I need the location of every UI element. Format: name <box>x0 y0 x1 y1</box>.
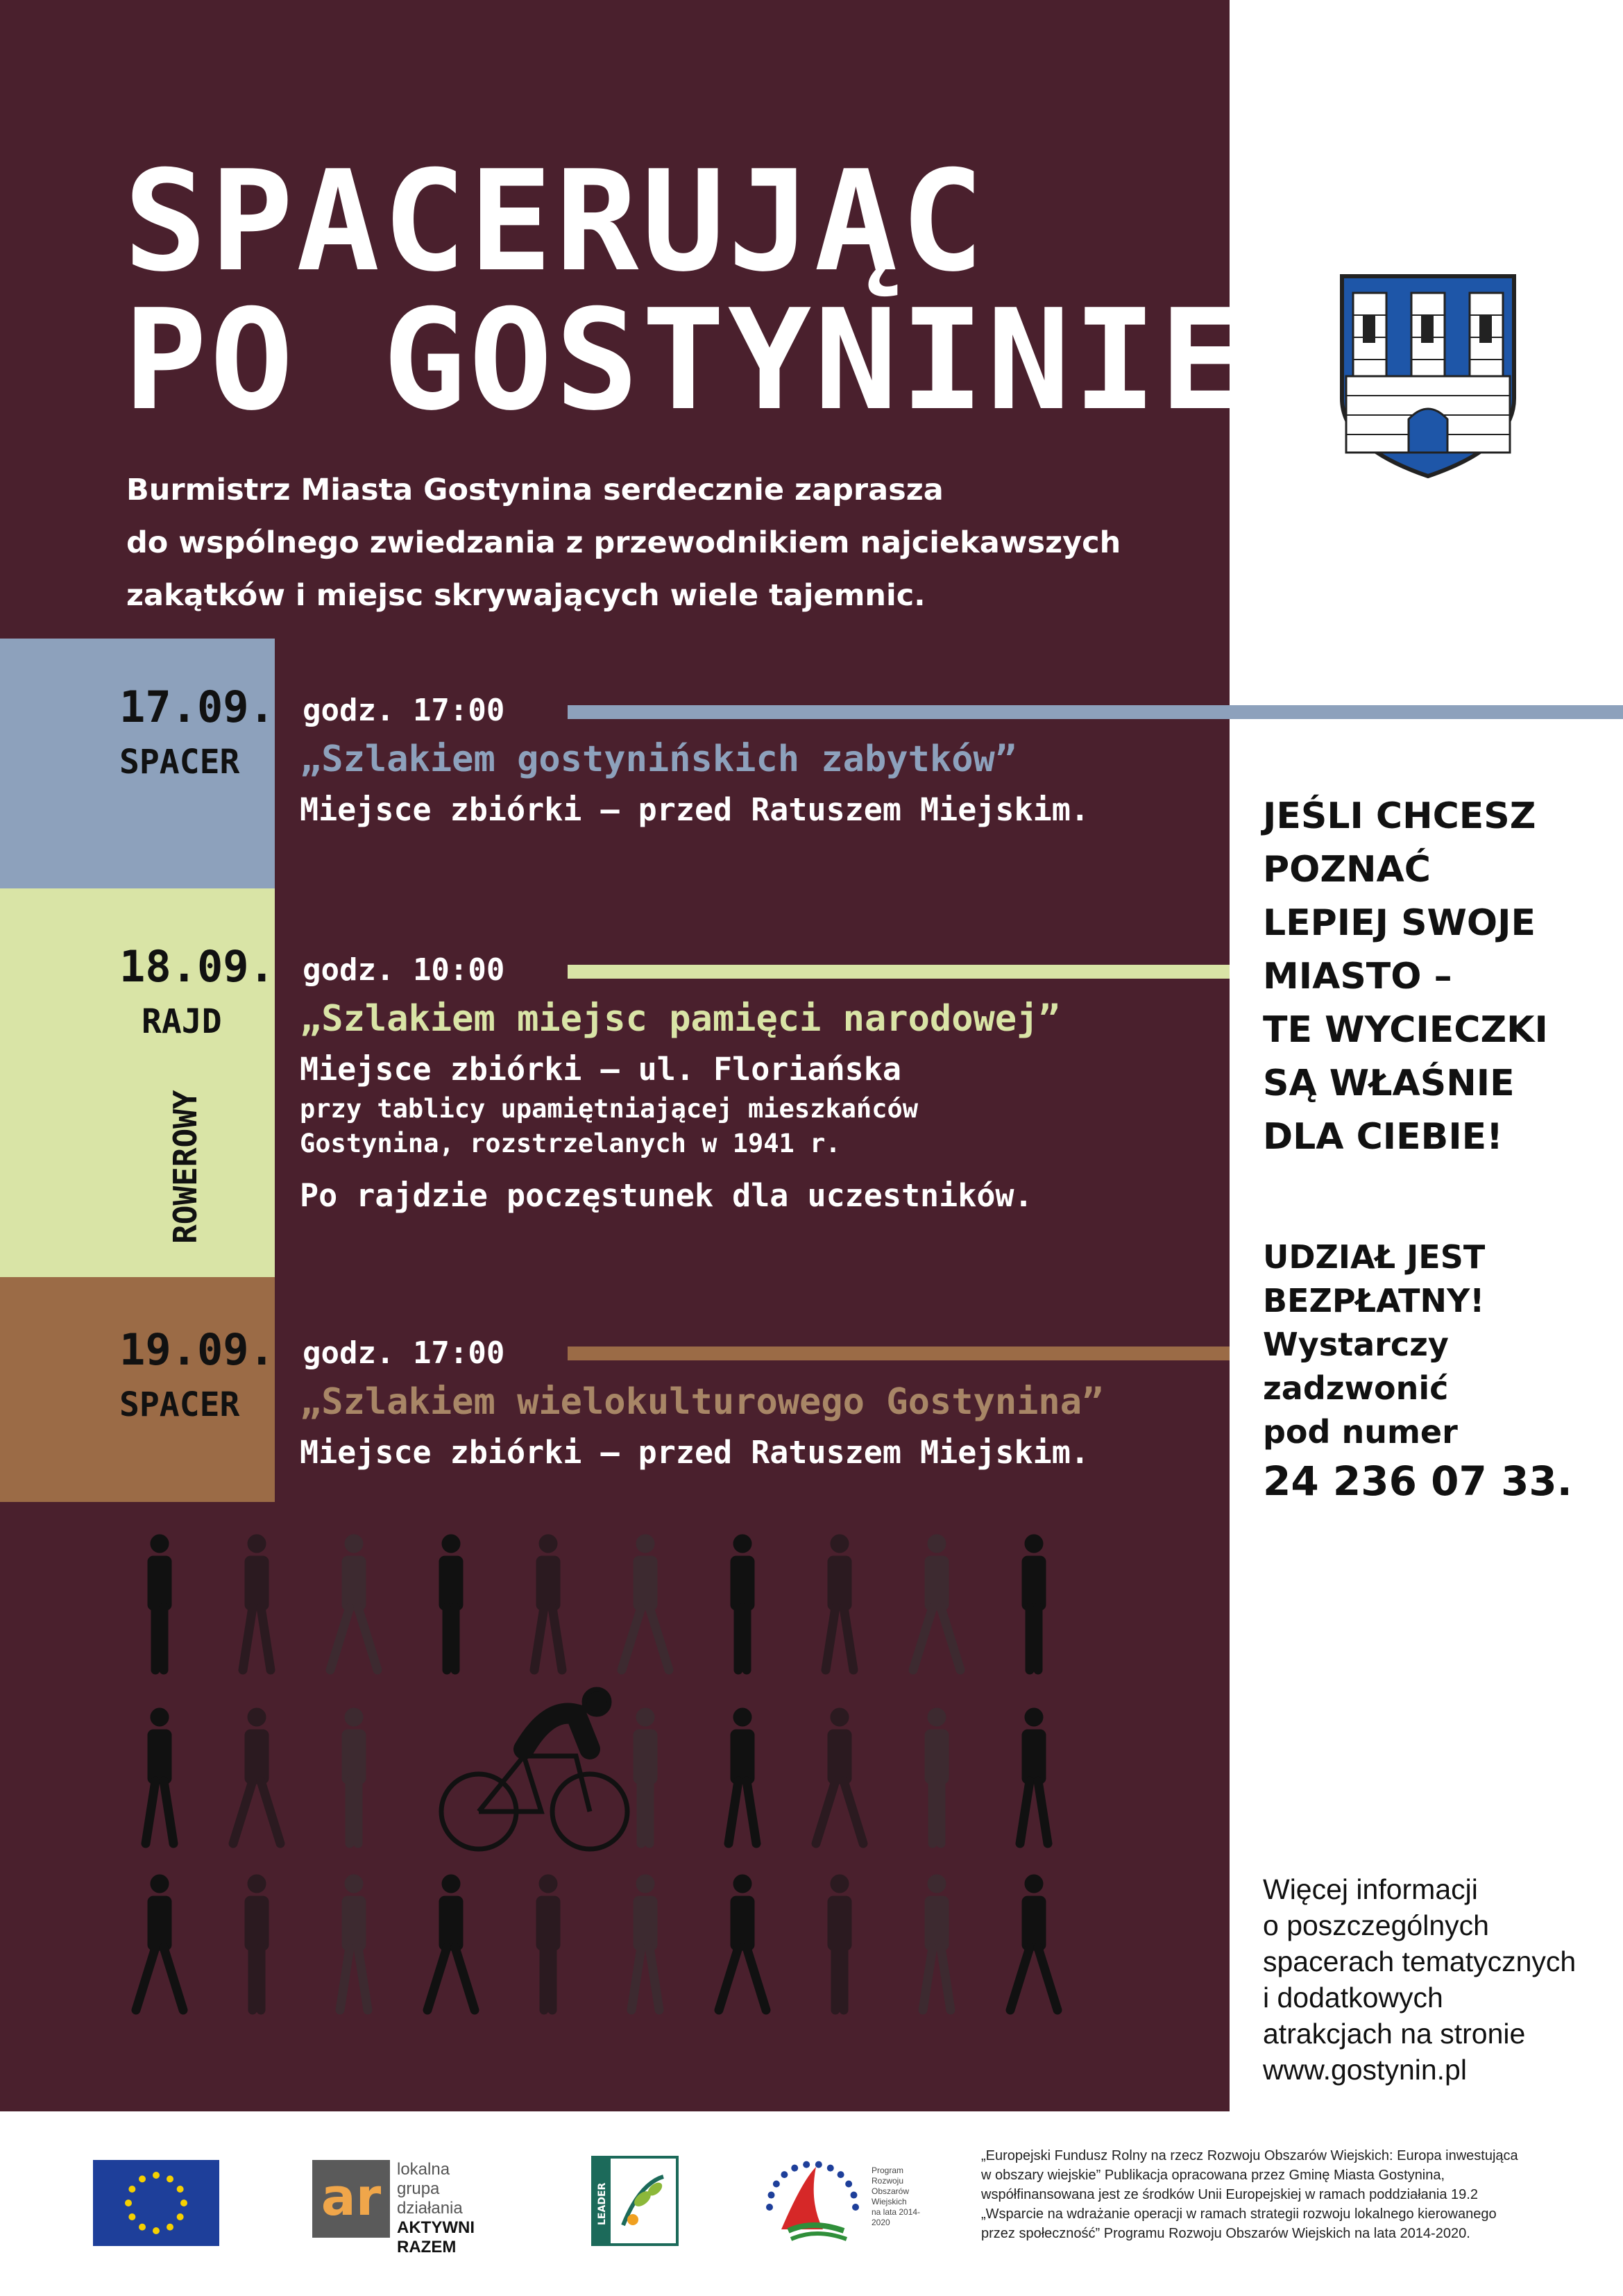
walking-person-icon <box>634 1708 657 1843</box>
walking-person-icon <box>731 1535 754 1670</box>
event-1-time: godz. 17:00 <box>303 693 505 728</box>
lgd-logo-text <box>397 2160 534 2257</box>
sidebar-question-line: MIASTO – <box>1263 956 1452 997</box>
event-2-kind: RAJD <box>142 1002 222 1041</box>
walking-person-icon <box>340 1875 368 2010</box>
prow-line: Program <box>872 2166 904 2175</box>
sidebar-free-line: BEZPŁATNY! <box>1263 1282 1485 1319</box>
sidebar-phone-number[interactable]: 24 236 07 33. <box>1263 1458 1572 1505</box>
prow-star-icon <box>791 2165 798 2172</box>
lgd-line: lokalna <box>397 2160 450 2179</box>
legal-line: przez społeczność” Programu Rozwoju Obszarów Wiejskich na lata 2014-2020. <box>981 2226 1470 2241</box>
walking-person-icon <box>136 1875 183 2010</box>
prow-text <box>872 2166 927 2228</box>
event-2-title: „Szlakiem miejsc pamięci narodowej” <box>300 998 1060 1040</box>
walking-person-icon <box>622 1535 669 1670</box>
eu-star-icon <box>167 2224 173 2231</box>
eu-star-icon <box>139 2175 146 2182</box>
prow-star-icon <box>838 2171 844 2178</box>
walking-person-icon <box>925 1708 949 1843</box>
sidebar-info-line: atrakcjach na stronie <box>1263 2018 1526 2050</box>
legal-line: „Europejski Fundusz Rolny na rzecz Rozwoju Obszarów Wiejskich: Europa inwestująca <box>981 2148 1518 2163</box>
sidebar-question <box>1263 790 1548 1164</box>
walking-person-icon <box>148 1535 171 1670</box>
event-2-detail-line-1: przy tablicy upamiętniającej mieszkańców <box>300 1094 919 1124</box>
event-3-location: Miejsce zbiórki – przed Ratuszem Miejskim. <box>300 1434 1089 1471</box>
sidebar-free-line: Wystarczy <box>1263 1326 1449 1363</box>
sidebar-info-line: Więcej informacji <box>1263 1873 1478 1905</box>
event-2-date: 18.09. <box>119 941 275 992</box>
walking-people-illustration <box>118 1527 1124 2027</box>
walking-person-icon <box>923 1875 951 2010</box>
walking-person-icon <box>1010 1875 1057 2010</box>
sidebar-free-line: zadzwonić <box>1263 1369 1449 1407</box>
sidebar-question-line: JEŚLI CHCESZ <box>1263 795 1536 837</box>
walking-person-icon <box>233 1708 280 1843</box>
lgd-line: działania <box>397 2199 463 2218</box>
lgd-name: AKTYWNI RAZEM <box>397 2218 475 2256</box>
walking-person-icon <box>1020 1708 1048 1843</box>
event-2-note: Po rajdzie poczęstunek dla uczestników. <box>300 1177 1033 1214</box>
walking-person-icon <box>828 1875 851 2010</box>
walking-person-icon <box>1022 1535 1046 1670</box>
walking-person-icon <box>826 1535 853 1670</box>
event-3-title: „Szlakiem wielokulturowego Gostynina” <box>300 1381 1104 1423</box>
walking-person-icon <box>631 1875 659 2010</box>
walking-person-icon <box>719 1875 766 2010</box>
intro-line: do wspólnego zwiedzania z przewodnikiem najciekawszych <box>126 525 1121 560</box>
event-1-kind: SPACER <box>119 743 240 782</box>
eu-star-icon <box>180 2200 187 2206</box>
walking-person-icon <box>729 1708 756 1843</box>
website-link[interactable]: www.gostynin.pl <box>1263 2054 1467 2086</box>
prow-star-icon <box>852 2204 859 2211</box>
sidebar-free-line: UDZIAŁ JEST <box>1263 1238 1486 1276</box>
legal-notice <box>981 2146 1592 2243</box>
eu-star-icon <box>125 2200 132 2206</box>
lgd-logo-mark: ar <box>312 2160 390 2238</box>
lgd-line: grupa <box>397 2179 440 2198</box>
leader-logo-label: LEADER <box>597 2182 608 2225</box>
walking-person-icon <box>439 1535 463 1670</box>
eu-star-icon <box>177 2213 184 2220</box>
prow-star-icon <box>803 2161 810 2168</box>
prow-star-icon <box>850 2192 857 2199</box>
prow-line: Obszarów <box>872 2186 910 2196</box>
event-3-date: 19.09. <box>119 1324 275 1375</box>
eu-star-icon <box>177 2186 184 2193</box>
event-1-divider-bar <box>568 705 1623 719</box>
prow-logo <box>760 2153 927 2250</box>
event-2-time: godz. 10:00 <box>303 952 505 988</box>
eu-star-icon <box>128 2186 135 2193</box>
prow-line: na lata 2014-2020 <box>872 2207 921 2227</box>
sidebar-question-line: SĄ WŁAŚNIE <box>1263 1063 1515 1104</box>
walking-person-icon <box>816 1708 863 1843</box>
walking-person-icon <box>243 1535 271 1670</box>
prow-star-icon <box>845 2180 852 2187</box>
event-2-detail-line-2: Gostynina, rozstrzelanych w 1941 r. <box>300 1129 841 1158</box>
walking-person-icon <box>146 1708 173 1843</box>
event-3-kind: SPACER <box>119 1385 240 1424</box>
legal-line: „Wsparcie na wdrażanie operacji w ramach strategii rozwoju lokalnego kierowanego <box>981 2206 1497 2222</box>
leader-logo-icon <box>591 2156 679 2246</box>
prow-line: Rozwoju <box>872 2176 904 2186</box>
sidebar-info-line: spacerach tematycznych <box>1263 1945 1577 1977</box>
gostynin-coat-of-arms-icon <box>1339 273 1517 479</box>
walking-person-icon <box>427 1875 475 2010</box>
eu-star-icon <box>128 2213 135 2220</box>
event-1-location: Miejsce zbiórki – przed Ratuszem Miejskim. <box>300 791 1089 828</box>
prow-star-icon <box>773 2180 780 2187</box>
title-line-2: PO GOSTYNINIE <box>124 280 1246 441</box>
sidebar-question-line: DLA CIEBIE! <box>1263 1116 1503 1158</box>
sidebar-info-line: o poszczególnych <box>1263 1909 1489 1941</box>
legal-line: współfinansowana jest ze środków Unii Europejskiej w ramach poddziałania 19.2 <box>981 2187 1478 2202</box>
walking-person-icon <box>245 1875 269 2010</box>
prow-star-icon <box>766 2204 773 2211</box>
walking-person-icon <box>536 1875 560 2010</box>
legal-line: w obszary wiejskie” Publikacja opracowana przez Gminę Miasta Gostynina, <box>981 2168 1445 2183</box>
walking-person-icon <box>534 1535 562 1670</box>
event-1-title: „Szlakiem gostynińskich zabytków” <box>300 738 1017 780</box>
eu-star-icon <box>167 2175 173 2182</box>
event-3-divider-bar <box>568 1347 1230 1360</box>
eu-star-icon <box>153 2227 160 2234</box>
lgd-aktywni-razem-logo <box>312 2160 534 2256</box>
eu-star-icon <box>153 2172 160 2179</box>
eu-flag-icon <box>93 2160 219 2246</box>
sidebar-free-entry <box>1263 1235 1485 1454</box>
sidebar-free-line: pod numer <box>1263 1413 1458 1451</box>
sidebar-question-line: POZNAĆ <box>1263 849 1431 890</box>
event-3-time: godz. 17:00 <box>303 1335 505 1371</box>
poster-title <box>124 141 1246 441</box>
prow-emblem-icon <box>760 2153 865 2250</box>
intro-text <box>126 464 1209 622</box>
event-2-kind-vertical: ROWEROWY <box>167 1090 204 1244</box>
eu-star-icon <box>139 2224 146 2231</box>
event-2-divider-bar <box>568 965 1230 979</box>
intro-line: Burmistrz Miasta Gostynina serdecznie zaprasza <box>126 473 944 507</box>
event-1-date: 17.09. <box>119 682 275 732</box>
title-line-1: SPACERUJĄC <box>124 141 987 303</box>
prow-star-icon <box>781 2171 788 2178</box>
walking-person-icon <box>913 1535 960 1670</box>
prow-star-icon <box>827 2165 834 2172</box>
walking-person-icon <box>342 1708 366 1843</box>
event-2-location: Miejsce zbiórki – ul. Floriańska <box>300 1051 901 1088</box>
prow-line: Wiejskich <box>872 2197 907 2206</box>
sidebar-more-info <box>1263 1871 1576 2088</box>
sidebar-info-line: i dodatkowych <box>1263 1982 1443 2014</box>
walking-person-icon <box>330 1535 377 1670</box>
prow-star-icon <box>815 2161 822 2168</box>
sidebar-question-line: LEPIEJ SWOJE <box>1263 902 1536 944</box>
prow-star-icon <box>768 2192 775 2199</box>
intro-line: zakątków i miejsc skrywających wiele tajemnic. <box>126 578 926 613</box>
cyclist-icon <box>441 1689 627 1849</box>
sidebar-question-line: TE WYCIECZKI <box>1263 1009 1548 1051</box>
